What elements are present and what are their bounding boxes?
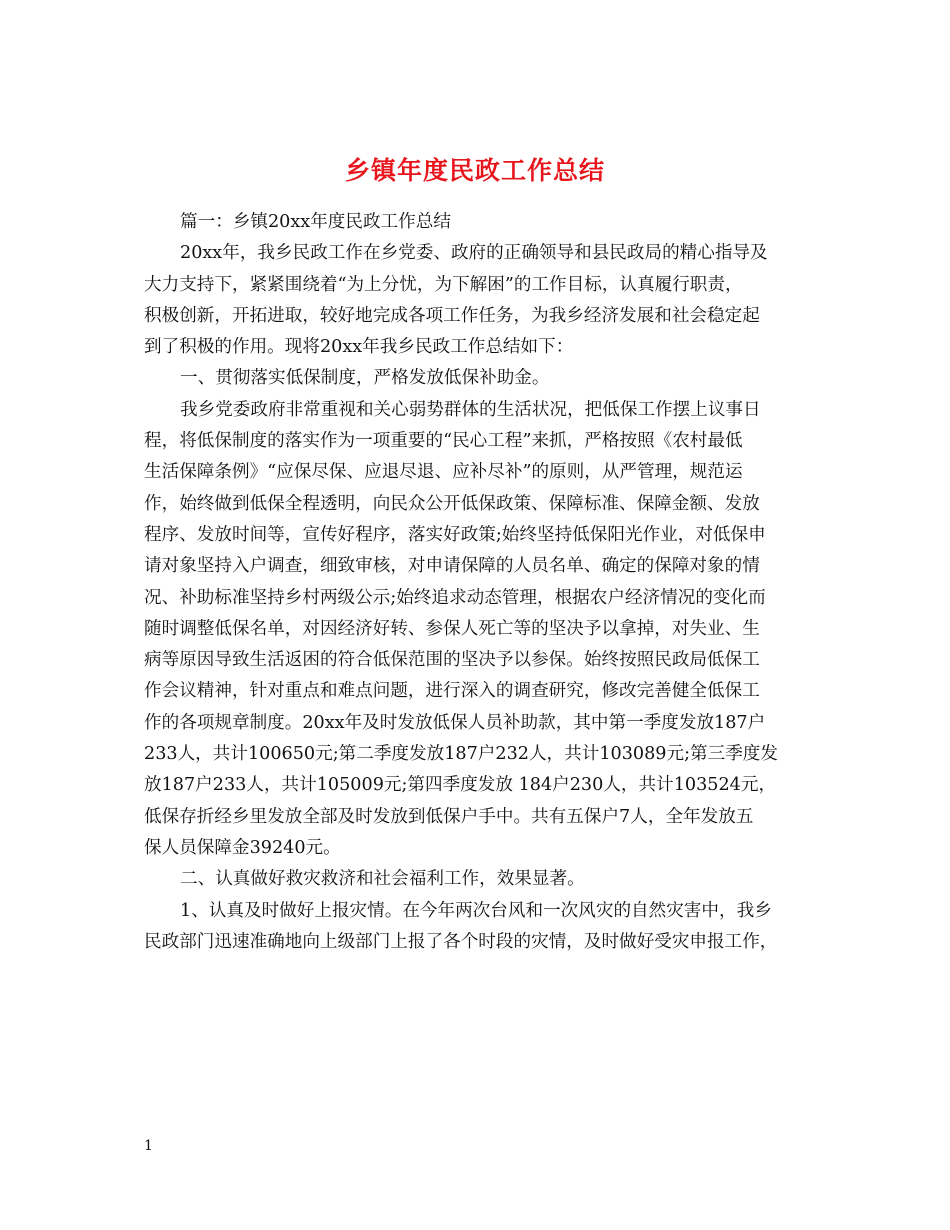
text-line: 我乡党委政府非常重视和关心弱势群体的生活状况，把低保工作摆上议事日 <box>180 399 761 420</box>
page-title: 乡镇年度民政工作总结 <box>344 155 605 185</box>
text-line: 一、贯彻落实低保制度，严格发放低保补助金。 <box>180 368 550 389</box>
text-line: 况、补助标准坚持乡村两级公示;始终追求动态管理，根据农户经济情况的变化而 <box>144 587 766 608</box>
text-line: 作，始终做到低保全程透明，向民众公开低保政策、保障标准、保障金额、发放 <box>144 493 760 514</box>
text-line: 病等原因导致生活返困的符合低保范围的坚决予以参保。始终按照民政局低保工 <box>144 650 760 671</box>
text-line: 程序、发放时间等，宣传好程序，落实好政策;始终坚持低保阳光作业，对低保申 <box>144 524 766 545</box>
text-line: 二、认真做好救灾救济和社会福利工作，效果显著。 <box>180 869 585 890</box>
text-line: 放187户233人，共计105009元;第四季度发放 184户230人，共计103524元， <box>144 775 777 796</box>
text-line: 请对象坚持入户调查，细致审核，对申请保障的人员名单、确定的保障对象的情 <box>144 556 760 577</box>
text-line: 民政部门迅速准确地向上级部门上报了各个时段的灾情，及时做好受灾申报工作， <box>144 931 778 952</box>
text-line: 233人，共计100650元;第二季度发放187户232人，共计103089元;第三季度发 <box>144 744 778 765</box>
body-text <box>144 207 806 958</box>
text-line: 到了积极的作用。现将20xx年我乡民政工作总结如下： <box>144 337 574 358</box>
text-line: 程，将低保制度的落实作为一项重要的“民心工程”来抓，严格按照《农村最低 <box>144 431 743 452</box>
text-line: 作的各项规章制度。20xx年及时发放低保人员补助款，其中第一季度发放187户 <box>144 712 766 733</box>
text-line: 保人员保障金39240元。 <box>144 837 341 858</box>
text-line: 低保存折经乡里发放全部及时发放到低保户手中。共有五保户7人，全年发放五 <box>144 806 754 827</box>
text-line: 大力支持下，紧紧围绕着“为上分忧，为下解困”的工作目标，认真履行职责， <box>144 274 743 295</box>
text-line: 随时调整低保名单，对因经济好转、参保人死亡等的坚决予以拿掉，对失业、生 <box>144 618 760 639</box>
text-line: 1、认真及时做好上报灾情。在今年两次台风和一次风灾的自然灾害中，我乡 <box>180 900 772 921</box>
text-line: 积极创新，开拓进取，较好地完成各项工作任务，为我乡经济发展和社会稳定起 <box>144 305 760 326</box>
text-line: 20xx年，我乡民政工作在乡党委、政府的正确领导和县民政局的精心指导及 <box>180 243 768 264</box>
text-line: 生活保障条例》“应保尽保、应退尽退、应补尽补”的原则，从严管理，规范运 <box>144 462 743 483</box>
text-line: 作会议精神，针对重点和难点问题，进行深入的调查研究，修改完善健全低保工 <box>144 681 760 702</box>
page-number: 1 <box>144 1138 153 1154</box>
text-line: 篇一：乡镇20xx年度民政工作总结 <box>180 212 451 232</box>
